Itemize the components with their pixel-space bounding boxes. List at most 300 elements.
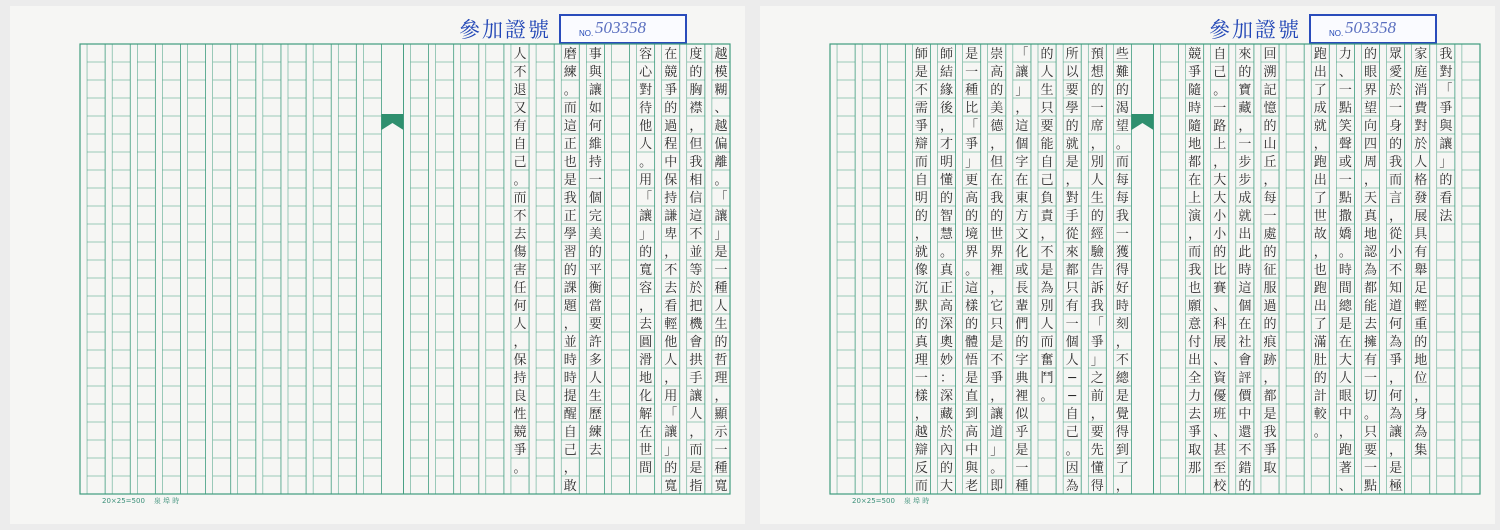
- handwritten-char: 許: [588, 335, 602, 351]
- handwritten-char: 真: [940, 263, 954, 279]
- handwritten-char: 謙: [664, 209, 678, 225]
- handwritten-char: 並: [563, 335, 577, 351]
- handwritten-char: 正: [940, 281, 954, 297]
- handwritten-char: 的: [990, 83, 1004, 99]
- handwritten-char: 」: [1015, 83, 1029, 99]
- handwritten-char: 容: [639, 47, 653, 63]
- handwritten-char: 自: [1213, 47, 1227, 63]
- handwritten-char: 中: [965, 443, 979, 459]
- handwritten-char: 意: [1188, 317, 1202, 333]
- handwritten-char: 持: [588, 155, 602, 171]
- handwritten-char: 點: [1363, 479, 1377, 495]
- handwritten-char: 不: [1115, 353, 1129, 369]
- handwritten-char: 中: [1338, 407, 1352, 423]
- handwritten-char: 人: [639, 137, 653, 153]
- handwritten-char: ，: [1363, 173, 1377, 189]
- handwritten-char: 點: [1338, 191, 1352, 207]
- handwritten-char: 爭: [1188, 65, 1202, 81]
- handwritten-char: 與: [1439, 119, 1453, 135]
- handwritten-char: 成: [1238, 191, 1252, 207]
- handwritten-char: 對: [1414, 119, 1428, 135]
- handwritten-char: 取: [1188, 443, 1202, 459]
- handwritten-char: 看: [1439, 191, 1453, 207]
- handwritten-char: 己: [563, 443, 577, 459]
- exam-number-value: 503358: [1345, 18, 1396, 37]
- handwritten-char: 己: [1040, 173, 1054, 189]
- handwritten-char: ，: [1263, 371, 1277, 387]
- handwritten-char: 高: [990, 65, 1004, 81]
- handwritten-char: 小: [1213, 227, 1227, 243]
- handwritten-char: ，: [513, 335, 527, 351]
- handwritten-char: 從: [1065, 227, 1079, 243]
- handwritten-char: 每: [1115, 191, 1129, 207]
- handwritten-char: 不: [1040, 245, 1054, 261]
- handwritten-char: 寬: [664, 479, 678, 495]
- handwritten-char: 都: [1263, 389, 1277, 405]
- handwritten-char: 藏: [1238, 101, 1252, 117]
- handwritten-char: 聲: [1338, 137, 1352, 153]
- handwritten-char: 。: [1313, 425, 1327, 441]
- handwritten-char: 只: [1040, 101, 1054, 117]
- handwritten-char: 知: [1389, 281, 1403, 297]
- handwritten-char: 寬: [714, 479, 728, 495]
- handwritten-char: 字: [1015, 155, 1029, 171]
- handwritten-char: ，: [1213, 155, 1227, 171]
- handwritten-char: 一: [1213, 101, 1227, 117]
- handwritten-char: 這: [689, 209, 703, 225]
- handwritten-char: 界: [965, 245, 979, 261]
- handwritten-char: 大: [1213, 173, 1227, 189]
- handwritten-char: 是: [689, 461, 703, 477]
- handwritten-char: 的: [639, 245, 653, 261]
- handwritten-char: 而: [914, 479, 928, 495]
- handwritten-char: 的: [664, 461, 678, 477]
- handwritten-char: 來: [1238, 47, 1252, 63]
- handwritten-char: 的: [1263, 245, 1277, 261]
- handwritten-char: 覺: [1115, 407, 1129, 423]
- handwritten-char: 顯: [714, 407, 728, 423]
- handwritten-char: 」: [965, 155, 979, 171]
- handwritten-char: ，: [1414, 389, 1428, 405]
- handwritten-char: 以: [1065, 65, 1079, 81]
- handwritten-char: 的: [1263, 119, 1277, 135]
- handwritten-char: 了: [1313, 317, 1327, 333]
- handwritten-char: 比: [1213, 263, 1227, 279]
- handwritten-char: 步: [1238, 155, 1252, 171]
- handwritten-char: 格: [1414, 173, 1428, 189]
- handwritten-char: 眾: [1389, 47, 1403, 63]
- handwritten-char: 人: [1414, 155, 1428, 171]
- handwritten-char: 一: [1115, 227, 1129, 243]
- handwritten-char: 。: [1040, 389, 1054, 405]
- handwritten-char: 輕: [664, 317, 678, 333]
- handwritten-char: 獲: [1115, 245, 1129, 261]
- handwritten-char: 想: [1090, 65, 1104, 81]
- handwritten-char: 懂: [940, 173, 954, 189]
- handwritten-char: 是: [1065, 155, 1079, 171]
- handwritten-char: 、: [1338, 65, 1352, 81]
- handwritten-char: 的: [1439, 173, 1453, 189]
- center-bookmark-mark: [381, 114, 403, 130]
- handwritten-char: 」: [1090, 353, 1104, 369]
- handwritten-char: 練: [563, 65, 577, 81]
- handwritten-char: 爭: [1439, 101, 1453, 117]
- handwritten-char: ，: [990, 389, 1004, 405]
- handwritten-char: 中: [664, 155, 678, 171]
- handwritten-char: 裡: [1015, 389, 1029, 405]
- handwritten-char: 世: [1313, 209, 1327, 225]
- handwritten-char: 人: [714, 299, 728, 315]
- handwritten-char: 讓: [1015, 65, 1029, 81]
- handwritten-char: 自: [914, 173, 928, 189]
- handwritten-char: 優: [1213, 389, 1227, 405]
- handwritten-char: 自: [563, 425, 577, 441]
- number-prefix: NO.: [579, 29, 594, 38]
- handwritten-char: 害: [513, 263, 527, 279]
- handwritten-char: 舉: [1414, 263, 1428, 279]
- handwritten-char: ，: [990, 281, 1004, 297]
- handwritten-char: 讓: [689, 389, 703, 405]
- handwritten-char: 生: [1040, 83, 1054, 99]
- handwritten-char: 了: [1313, 191, 1327, 207]
- handwritten-char: 不: [689, 227, 703, 243]
- handwritten-char: 人: [1090, 173, 1104, 189]
- handwritten-char: 。: [513, 173, 527, 189]
- handwritten-char: 渴: [1115, 101, 1129, 117]
- handwritten-char: 願: [1188, 299, 1202, 315]
- handwritten-char: 醒: [563, 407, 577, 423]
- handwritten-char: 的: [1090, 209, 1104, 225]
- handwritten-char: 了: [1115, 461, 1129, 477]
- handwritten-char: ，: [689, 425, 703, 441]
- handwritten-char: 小: [1213, 209, 1227, 225]
- handwritten-char: 出: [1188, 353, 1202, 369]
- grid-spec-footer: 20×25=500 泉 埠 時: [852, 497, 930, 505]
- handwritten-char: 到: [965, 407, 979, 423]
- handwritten-char: 「: [1015, 47, 1029, 63]
- handwritten-char: 評: [1238, 371, 1252, 387]
- handwritten-char: 得: [1090, 479, 1104, 495]
- handwritten-char: 不: [1389, 263, 1403, 279]
- handwritten-char: ，: [1040, 227, 1054, 243]
- handwritten-char: 」: [1439, 155, 1453, 171]
- handwritten-char: 為: [1040, 281, 1054, 297]
- handwritten-char: 的: [965, 317, 979, 333]
- handwritten-char: 心: [639, 65, 653, 81]
- handwritten-char: 處: [1263, 227, 1277, 243]
- handwritten-char: 有: [513, 119, 527, 135]
- handwritten-char: 何: [1389, 317, 1403, 333]
- handwritten-char: 位: [1414, 371, 1428, 387]
- handwritten-char: ，: [1313, 137, 1327, 153]
- handwritten-char: 我: [1115, 209, 1129, 225]
- handwritten-char: 良: [513, 389, 527, 405]
- handwritten-char: 不: [1238, 443, 1252, 459]
- handwritten-char: 美: [990, 101, 1004, 117]
- handwritten-char: 驗: [1090, 245, 1104, 261]
- handwritten-char: 山: [1263, 137, 1277, 153]
- handwritten-char: 隨: [1188, 83, 1202, 99]
- handwritten-char: 並: [689, 245, 703, 261]
- handwritten-char: ，: [1065, 173, 1079, 189]
- handwritten-char: 這: [965, 281, 979, 297]
- handwritten-char: ，: [1389, 209, 1403, 225]
- handwritten-char: 去: [664, 281, 678, 297]
- handwritten-char: 人: [1338, 371, 1352, 387]
- handwritten-char: 人: [513, 47, 527, 63]
- handwritten-char: 認: [1363, 245, 1377, 261]
- handwritten-char: 向: [1363, 119, 1377, 135]
- handwritten-char: 程: [664, 137, 678, 153]
- handwritten-char: 持: [664, 191, 678, 207]
- handwritten-char: 」: [990, 443, 1004, 459]
- handwritten-char: 何: [513, 299, 527, 315]
- handwritten-char: 才: [940, 137, 954, 153]
- handwritten-char: 這: [1238, 281, 1252, 297]
- handwritten-char: 在: [1338, 335, 1352, 351]
- handwritten-char: 是: [965, 47, 979, 63]
- handwritten-char: 相: [689, 173, 703, 189]
- handwritten-char: 一: [714, 443, 728, 459]
- handwritten-char: 爭: [513, 443, 527, 459]
- handwritten-char: 而: [1115, 155, 1129, 171]
- handwritten-char: 地: [1414, 353, 1428, 369]
- handwritten-char: 具: [1414, 227, 1428, 243]
- handwritten-char: 爭: [1188, 425, 1202, 441]
- handwritten-char: 不: [990, 353, 1004, 369]
- handwritten-char: 正: [563, 137, 577, 153]
- handwritten-char: 服: [1263, 281, 1277, 297]
- handwritten-char: ，: [914, 227, 928, 243]
- handwritten-char: 而: [513, 191, 527, 207]
- handwritten-char: 告: [1090, 263, 1104, 279]
- handwritten-char: 維: [588, 137, 602, 153]
- handwritten-char: 「: [1439, 83, 1453, 99]
- handwritten-char: 更: [965, 173, 979, 189]
- handwritten-char: 庭: [1414, 65, 1428, 81]
- handwritten-char: 度: [689, 47, 703, 63]
- handwritten-char: 糊: [714, 83, 728, 99]
- handwritten-char: 保: [664, 173, 678, 189]
- handwritten-char: 「: [714, 191, 728, 207]
- handwritten-char: 為: [1389, 335, 1403, 351]
- handwritten-char: ，: [914, 407, 928, 423]
- handwritten-char: ，: [1389, 371, 1403, 387]
- handwritten-char: 只: [1065, 281, 1079, 297]
- handwritten-char: 退: [513, 83, 527, 99]
- handwritten-char: 刻: [1115, 317, 1129, 333]
- handwritten-char: 時: [563, 371, 577, 387]
- handwritten-char: 記: [1263, 83, 1277, 99]
- handwritten-char: 題: [563, 299, 577, 315]
- handwritten-char: 前: [1090, 389, 1104, 405]
- handwritten-char: 不: [664, 263, 678, 279]
- handwritten-char: 信: [689, 191, 703, 207]
- handwritten-char: 個: [1238, 299, 1252, 315]
- handwritten-char: 讓: [1439, 137, 1453, 153]
- handwritten-char: 我: [563, 191, 577, 207]
- handwritten-char: 一: [1338, 83, 1352, 99]
- handwritten-char: 資: [1213, 371, 1227, 387]
- handwritten-char: 在: [1238, 317, 1252, 333]
- handwritten-char: 。: [1338, 245, 1352, 261]
- handwritten-char: ，: [664, 371, 678, 387]
- handwritten-char: 高: [965, 191, 979, 207]
- handwritten-char: 要: [1040, 119, 1054, 135]
- handwritten-char: 學: [1065, 101, 1079, 117]
- handwritten-char: 一: [1238, 137, 1252, 153]
- handwritten-char: 與: [588, 65, 602, 81]
- handwritten-char: 辯: [914, 137, 928, 153]
- handwritten-char: 極: [1389, 479, 1403, 495]
- handwritten-char: ─: [1068, 389, 1077, 405]
- handwritten-char: 從: [1389, 227, 1403, 243]
- handwritten-char: 胸: [689, 83, 703, 99]
- handwritten-char: 是: [1015, 443, 1029, 459]
- handwritten-char: 的: [1115, 83, 1129, 99]
- handwritten-char: 重: [1414, 317, 1428, 333]
- handwritten-char: 出: [1313, 173, 1327, 189]
- handwritten-char: ，: [1238, 119, 1252, 135]
- handwritten-char: 爭: [965, 137, 979, 153]
- handwritten-char: 我: [1188, 263, 1202, 279]
- handwritten-char: 的: [1363, 47, 1377, 63]
- handwritten-char: 提: [563, 389, 577, 405]
- handwritten-char: 在: [639, 425, 653, 441]
- handwritten-char: 裡: [990, 263, 1004, 279]
- handwritten-char: 人: [1040, 317, 1054, 333]
- handwritten-char: 境: [965, 227, 979, 243]
- handwritten-char: 因: [1065, 461, 1079, 477]
- handwritten-char: 人: [689, 407, 703, 423]
- handwritten-char: 爭: [1263, 443, 1277, 459]
- handwritten-char: 模: [714, 65, 728, 81]
- handwritten-char: 讓: [990, 407, 1004, 423]
- handwritten-char: 不: [513, 65, 527, 81]
- handwritten-char: 。: [1065, 443, 1079, 459]
- handwritten-char: 拱: [689, 353, 703, 369]
- handwritten-char: 性: [513, 407, 527, 423]
- handwritten-char: 己: [513, 155, 527, 171]
- handwritten-char: 著: [1338, 461, 1352, 477]
- handwritten-char: 課: [563, 281, 577, 297]
- handwritten-char: 對: [639, 83, 653, 99]
- handwritten-char: 競: [664, 65, 678, 81]
- handwritten-char: 種: [714, 281, 728, 297]
- handwritten-char: 正: [563, 209, 577, 225]
- handwritten-char: 默: [914, 299, 928, 315]
- handwritten-char: 一: [1015, 461, 1029, 477]
- handwritten-char: 成: [1313, 101, 1327, 117]
- handwritten-char: 去: [588, 443, 602, 459]
- handwritten-char: 直: [965, 389, 979, 405]
- handwritten-char: 是: [1040, 263, 1054, 279]
- handwritten-char: 出: [1313, 65, 1327, 81]
- handwritten-char: 就: [1313, 119, 1327, 135]
- handwritten-char: 人: [588, 371, 602, 387]
- handwritten-char: 每: [1263, 191, 1277, 207]
- handwritten-char: 的: [940, 191, 954, 207]
- handwritten-char: 與: [965, 461, 979, 477]
- handwritten-char: 小: [1389, 245, 1403, 261]
- handwritten-char: 界: [990, 245, 1004, 261]
- handwritten-char: 的: [965, 209, 979, 225]
- handwritten-char: 肚: [1313, 353, 1327, 369]
- handwritten-char: 一: [714, 263, 728, 279]
- handwritten-char: 是: [1389, 461, 1403, 477]
- handwritten-char: 爭: [1389, 353, 1403, 369]
- handwritten-char: 所: [1065, 47, 1079, 63]
- handwritten-char: 大: [940, 479, 954, 495]
- handwritten-char: 價: [1238, 389, 1252, 405]
- handwritten-char: 要: [1363, 443, 1377, 459]
- handwritten-char: 老: [965, 479, 979, 495]
- handwritten-char: 化: [639, 389, 653, 405]
- handwritten-char: ，: [1090, 137, 1104, 153]
- manuscript-grid: [760, 6, 1495, 524]
- handwritten-char: 滿: [1313, 335, 1327, 351]
- handwritten-char: 結: [940, 65, 954, 81]
- handwritten-char: 反: [914, 461, 928, 477]
- handwritten-char: 的: [563, 263, 577, 279]
- handwritten-char: ，: [1015, 101, 1029, 117]
- handwritten-char: 、: [714, 101, 728, 117]
- handwritten-char: 理: [714, 371, 728, 387]
- handwritten-char: 的: [1040, 47, 1054, 63]
- handwritten-char: 一: [1090, 101, 1104, 117]
- handwritten-char: 它: [990, 299, 1004, 315]
- exam-number-value: 503358: [595, 18, 646, 37]
- handwritten-char: 去: [1363, 317, 1377, 333]
- handwritten-char: 都: [1363, 281, 1377, 297]
- handwritten-char: 自: [1065, 407, 1079, 423]
- handwritten-char: 要: [1065, 83, 1079, 99]
- handwritten-char: 去: [639, 317, 653, 333]
- handwritten-char: 我: [689, 155, 703, 171]
- handwritten-char: 消: [1414, 83, 1428, 99]
- handwritten-char: 總: [1338, 299, 1352, 315]
- handwritten-char: 的: [664, 101, 678, 117]
- handwritten-char: 學: [563, 227, 577, 243]
- handwritten-char: 一: [914, 371, 928, 387]
- handwritten-char: 似: [1015, 407, 1029, 423]
- handwritten-char: 「: [965, 119, 979, 135]
- handwritten-char: 跑: [1313, 155, 1327, 171]
- handwritten-char: 付: [1188, 335, 1202, 351]
- handwritten-char: 「: [1090, 317, 1104, 333]
- handwritten-char: 」: [714, 227, 728, 243]
- handwritten-char: 這: [1015, 119, 1029, 135]
- handwritten-char: 輩: [1015, 299, 1029, 315]
- handwritten-char: 爭: [664, 83, 678, 99]
- handwritten-char: 到: [1115, 443, 1129, 459]
- handwritten-char: 丘: [1263, 155, 1277, 171]
- handwritten-char: 機: [689, 317, 703, 333]
- handwritten-char: 的: [940, 461, 954, 477]
- handwritten-char: 會: [689, 335, 703, 351]
- handwritten-char: 樣: [965, 299, 979, 315]
- handwritten-char: 愛: [1389, 65, 1403, 81]
- handwritten-char: 界: [1363, 83, 1377, 99]
- handwritten-char: 為: [1065, 479, 1079, 495]
- handwritten-char: 於: [689, 281, 703, 297]
- handwritten-char: 取: [1263, 461, 1277, 477]
- handwritten-char: 得: [1115, 425, 1129, 441]
- answer-sheet-left: [10, 6, 745, 524]
- handwritten-char: 只: [1363, 425, 1377, 441]
- handwritten-char: 展: [1213, 335, 1227, 351]
- handwritten-char: 多: [588, 353, 602, 369]
